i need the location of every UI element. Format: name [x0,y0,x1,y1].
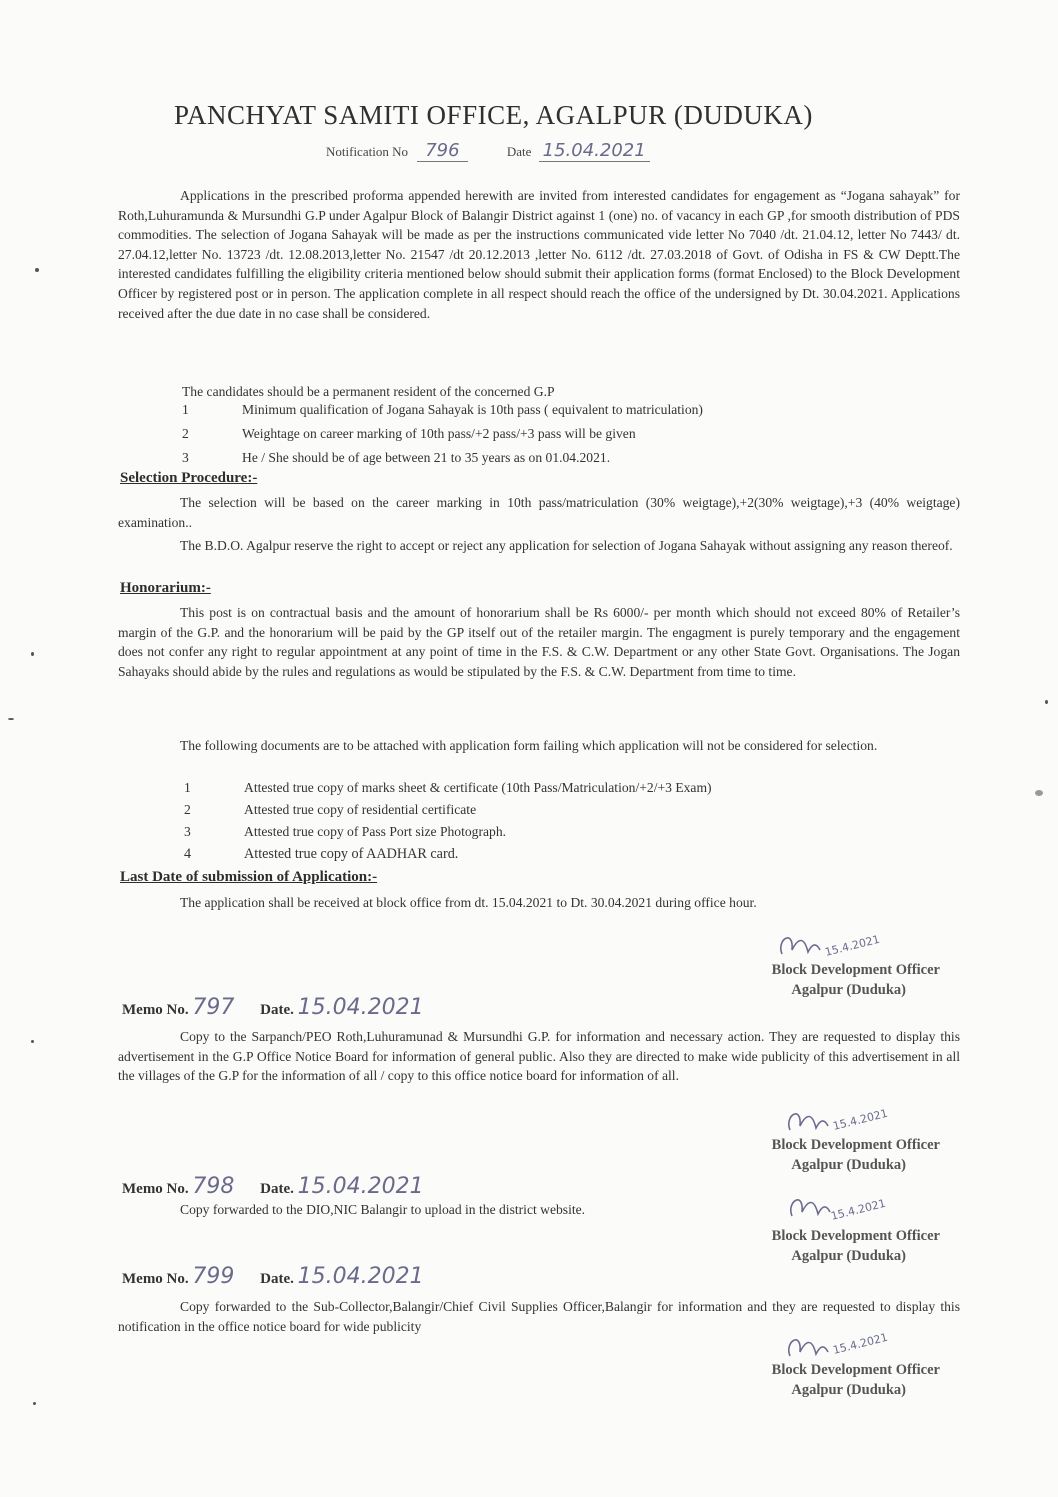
signatory-place: Agalpur (Duduka) [791,1248,906,1264]
eligibility-intro [182,382,962,402]
memo-line [122,1174,424,1199]
signature-block [700,1360,940,1400]
intro-paragraph [118,186,960,323]
documents-intro-text: The following documents are to be attached with application form failing which application will not be considered for selection. [180,738,878,753]
signatory-title: Block Development Officer [771,962,940,978]
selection-heading: Selection Procedure:- [120,470,258,486]
scan-speck [31,1040,34,1043]
list-text: Minimum qualification of Jogana Sahayak is 10th pass ( equivalent to matriculation) [242,402,703,417]
memo-date: 15.04.2021 [297,995,424,1020]
memo-label: Memo No. [122,1181,189,1197]
last-date-paragraph [118,893,960,913]
signatory-place: Agalpur (Duduka) [791,1157,906,1173]
signature-date: 15.4.2021 [823,932,882,959]
signatory-title: Block Development Officer [771,1362,940,1378]
signature-date: 15.4.2021 [831,1106,890,1133]
scan-speck [31,652,34,656]
list-text: Attested true copy of Pass Port size Photograph. [244,824,507,839]
documents-intro [118,736,960,756]
list-text: Weightage on career marking of 10th pass/+2 pass/+3 pass will be given [242,426,636,441]
notification-label: Notification No [326,144,408,159]
list-number: 1 [184,780,191,795]
signature-date: 15.4.2021 [829,1196,888,1223]
date-label: Date [506,144,532,159]
memo-paragraph [118,1027,960,1086]
notification-date: 15.04.2021 [539,140,650,162]
eligibility-intro-text: The candidates should be a permanent resident of the concerned G.P [182,384,555,399]
list-number: 3 [184,824,191,839]
memo-date-label: Date. [260,1181,294,1197]
signature-date: 15.4.2021 [831,1330,890,1357]
signature-block [700,960,940,1000]
selection-text-2: The B.D.O. Agalpur reserve the right to accept or reject any application for selection of Jogana Sahayak without assigning any reason thereof. [180,538,953,553]
memo-line [122,995,424,1020]
honorarium-text: This post is on contractual basis and the amount of honorarium shall be Rs 6000/- per month which should not exceed 80% of Retailer’s margin of the G.P. and the honorarium will be paid by the GP itself out of the retailer margin. The engagment is purely temporary and the engagement does not confer any right to regular appointment at any point of time in the F.S. & C.W. Department or any other State Govt. Organisations. The Jogan Sahayaks should abide by the rules and regulations as would be stipulated by the F.S. & C.W. Department from time to time. [118,605,960,679]
list-number: 1 [182,402,189,417]
selection-text-1: The selection will be based on the career marking in 10th pass/matriculation (30% weigtage),+2(30% weigtage),+3 (40% weigtage) examination.. [118,495,960,530]
signatory-title: Block Development Officer [771,1228,940,1244]
signatory-place: Agalpur (Duduka) [791,982,906,998]
signature-scribble [780,1096,940,1140]
notification-line [326,140,650,161]
scan-speck [1045,700,1048,704]
list-number: 4 [184,846,192,862]
signatory-title: Block Development Officer [771,1137,940,1153]
memo-date: 15.04.2021 [297,1264,424,1289]
list-text: Attested true copy of residential certificate [244,802,477,817]
list-text: Attested true copy of marks sheet & certificate (10th Pass/Matriculation/+2/+3 Exam) [244,780,712,795]
signature-scribble [782,1182,942,1226]
memo-date-label: Date. [260,1002,294,1018]
scan-speck [35,268,39,272]
signatory-place: Agalpur (Duduka) [791,1382,906,1398]
last-date-text: The application shall be received at block office from dt. 15.04.2021 to Dt. 30.04.2021 during office hour. [180,895,757,910]
scan-speck [33,1402,36,1405]
signature-block [700,1135,940,1175]
list-text: Attested true copy of AADHAR card. [244,846,459,862]
memo-date: 15.04.2021 [297,1174,424,1199]
honorarium-paragraph [118,603,960,681]
selection-paragraph-2 [118,536,960,556]
list-number: 2 [182,426,189,441]
signature-block [700,1226,940,1266]
list-text: He / She should be of age between 21 to 35 years as on 01.04.2021. [242,450,611,465]
memo-text: Copy forwarded to the DIO,NIC Balangir to upload in the district website. [180,1202,586,1217]
memo-date-label: Date. [260,1271,294,1287]
honorarium-heading: Honorarium:- [120,580,211,596]
memo-number: 799 [192,1264,235,1289]
list-number: 2 [184,802,191,817]
notification-number: 796 [417,140,467,162]
last-date-heading: Last Date of submission of Application:- [120,869,378,885]
memo-line [122,1264,424,1289]
scan-speck [1035,790,1043,796]
memo-number: 798 [192,1174,235,1199]
memo-label: Memo No. [122,1271,189,1287]
selection-paragraph-1 [118,493,960,532]
memo-text: Copy to the Sarpanch/PEO Roth,Luhuramunad & Mursundhi G.P. for information and necessary action. They are requested to display this advertisement in the G.P Office Notice Board for information of general public. Also they are directed to make wide publicity of this advertisement in all the villages of the G.P for the information of all / copy to this office notice board for information of all. [118,1029,960,1084]
signature-scribble [772,920,932,964]
memo-number: 797 [192,995,235,1020]
memo-text: Copy forwarded to the Sub-Collector,Balangir/Chief Civil Supplies Officer,Balangir for information and they are requested to display this notification in the office notice board for wide publicity [118,1299,960,1334]
list-number: 3 [182,450,189,465]
intro-text: Applications in the prescribed proforma appended herewith are invited from interested candidates for engagement as “Jogana sahayak” for Roth,Luhuramunda & Mursundhi G.P under Agalpur Block of Balangir District against 1 (one) no. of vacancy in each GP ,for smooth distribution of PDS commodities. The selection of Jogana Sahayak will be made as per the instructions communicated vide letter No 7040 /dt. 21.04.12, letter No 7443/ dt. 27.04.12,letter No. 13723 /dt. 12.08.2013,letter No. 21547 /dt 20.12.2013 ,letter No. 6112 /dt. 27.03.2018 of Govt. of Odisha in FS & CW Deptt.The interested candidates fulfilling the eligibility criteria mentioned below should submit their application forms (format Enclosed) to the Block Development Officer by registered post or in person. The application complete in all respect should reach the office of the undersigned by Dt. 30.04.2021. Applications received after the due date in no case shall be considered. [118,188,960,321]
memo-label: Memo No. [122,1002,189,1018]
scan-speck [8,718,14,720]
office-title: PANCHYAT SAMITI OFFICE, AGALPUR (DUDUKA) [174,100,813,130]
